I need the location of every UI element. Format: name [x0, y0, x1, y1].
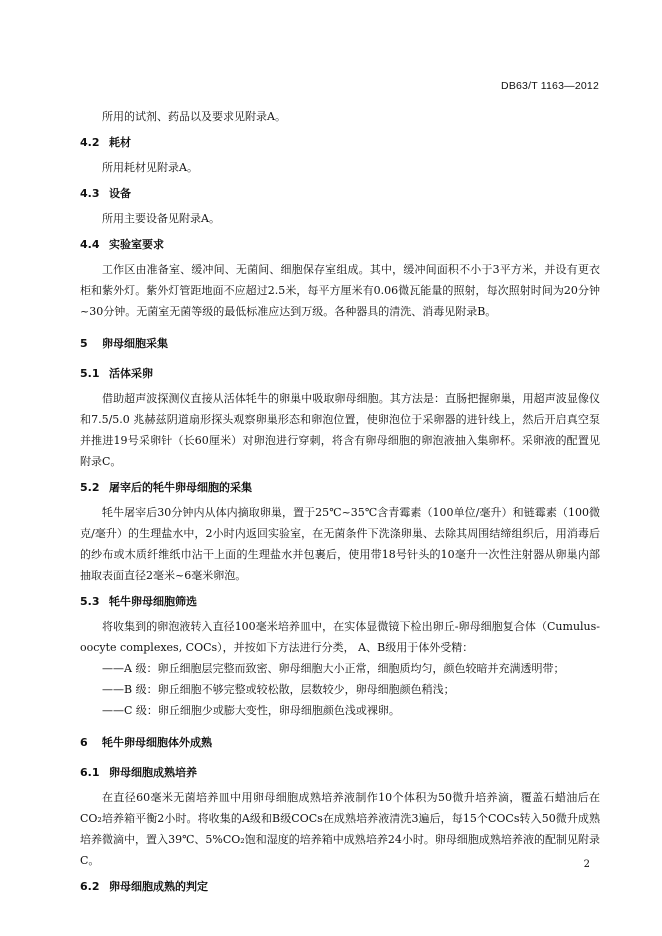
grade-list	[80, 658, 600, 721]
section-4-3-text: 所用主要设备见附录A。	[102, 212, 220, 225]
section-4-2-heading	[80, 132, 600, 153]
section-4-4-heading	[80, 234, 600, 255]
section-5-3-text: 将收集到的卵泡液转入直径100毫米培养皿中，在实体显微镜下检出卵丘-卵母细胞复合体（Cumulus-oocyte complexes, COCs），并按如下方法进行分类， A、B级用于体外受精：	[80, 620, 600, 654]
section-title: 牦牛卵母细胞筛选	[109, 595, 197, 608]
section-4-4-text: 工作区由准备室、缓冲间、无菌间、细胞保存室组成。其中，缓冲间面积不小于3平方米，并设有更衣柜和紫外灯。紫外灯管距地面不应超过2.5米，每平方厘米有0.06微瓦能量的照射，每次照射时间为20分钟~30分钟。无菌室无菌等级的最低标准应达到万级。各种器具的清洗、消毒见附录B。	[80, 263, 600, 318]
section-6-2-heading	[80, 876, 600, 897]
section-4-3-heading	[80, 183, 600, 204]
list-item: ——A 级：卵丘细胞层完整而致密、卵母细胞大小正常，细胞质均匀，颜色较暗并充满透明带；	[102, 662, 565, 675]
section-title: 卵母细胞采集	[102, 337, 168, 350]
section-number: 5.3	[80, 595, 100, 608]
intro-paragraph: 所用的试剂、药品以及要求见附录A。	[102, 110, 286, 123]
section-6-heading	[80, 732, 600, 753]
section-number: 4.2	[80, 136, 100, 149]
section-5-1-text: 借助超声波探测仪直接从活体牦牛的卵巢中吸取卵母细胞。其方法是：直肠把握卵巢，用超声波显像仪和7.5/5.0 兆赫兹阴道扇形探头观察卵巢形态和卵泡位置，使卵泡位于采卵器的进针线上，然后开启真空泵并推进19号采卵针（长60厘米）对卵泡进行穿刺，将含有卵母细胞的卵泡液抽入集卵杯。采卵液的配置见附录C。	[80, 392, 600, 468]
section-title: 设备	[109, 187, 131, 200]
section-title: 卵母细胞成熟的判定	[109, 880, 208, 893]
section-5-3-heading	[80, 591, 600, 612]
section-6-1-text: 在直径60毫米无菌培养皿中用卵母细胞成熟培养液制作10个体积为50微升培养滴，覆盖石蜡油后在CO₂培养箱平衡2小时。将收集的A级和B级COCs在成熟培养液清洗3遍后，每15个COCs转入50微升成熟培养微滴中，置入39℃、5%CO₂饱和湿度的培养箱中成熟培养24小时。卵母细胞成熟培养液的配制见附录C。	[80, 791, 600, 867]
section-number: 6.2	[80, 880, 100, 893]
section-number: 5.1	[80, 367, 100, 380]
section-6-1-heading	[80, 762, 600, 783]
section-5-heading	[80, 333, 600, 354]
section-title: 活体采卵	[109, 367, 153, 380]
document-code: DB63/T 1163—2012	[501, 80, 599, 92]
page-content	[80, 106, 600, 901]
section-number: 5.2	[80, 481, 100, 494]
section-number: 4.4	[80, 238, 100, 251]
section-5-2-heading	[80, 477, 600, 498]
section-title: 牦牛卵母细胞体外成熟	[102, 736, 212, 749]
section-number: 4.3	[80, 187, 100, 200]
page-number: 2	[583, 859, 590, 870]
section-5-1-heading	[80, 363, 600, 384]
section-number: 5	[80, 337, 88, 350]
list-item: ——C 级：卵丘细胞少或膨大变性，卵母细胞颜色浅或裸卵。	[102, 704, 400, 717]
section-title: 屠宰后的牦牛卵母细胞的采集	[109, 481, 252, 494]
section-title: 耗材	[109, 136, 131, 149]
section-number: 6.1	[80, 766, 100, 779]
section-title: 卵母细胞成熟培养	[109, 766, 197, 779]
section-5-2-text: 牦牛屠宰后30分钟内从体内摘取卵巢，置于25℃~35℃含青霉素（100单位/毫升）和链霉素（100微克/毫升）的生理盐水中，2小时内返回实验室，在无菌条件下洗涤卵巢、去除其周围结缔组织后，用消毒后的纱布或木质纤维纸巾沾干上面的生理盐水并包裹后，使用带18号针头的10毫升一次性注射器从卵巢内部抽取表面直径2毫米~6毫米卵泡。	[80, 506, 600, 582]
section-number: 6	[80, 736, 88, 749]
section-title: 实验室要求	[109, 238, 164, 251]
list-item: ——B 级：卵丘细胞不够完整或较松散，层数较少，卵母细胞颜色稍浅；	[102, 683, 455, 696]
section-4-2-text: 所用耗材见附录A。	[102, 161, 198, 174]
